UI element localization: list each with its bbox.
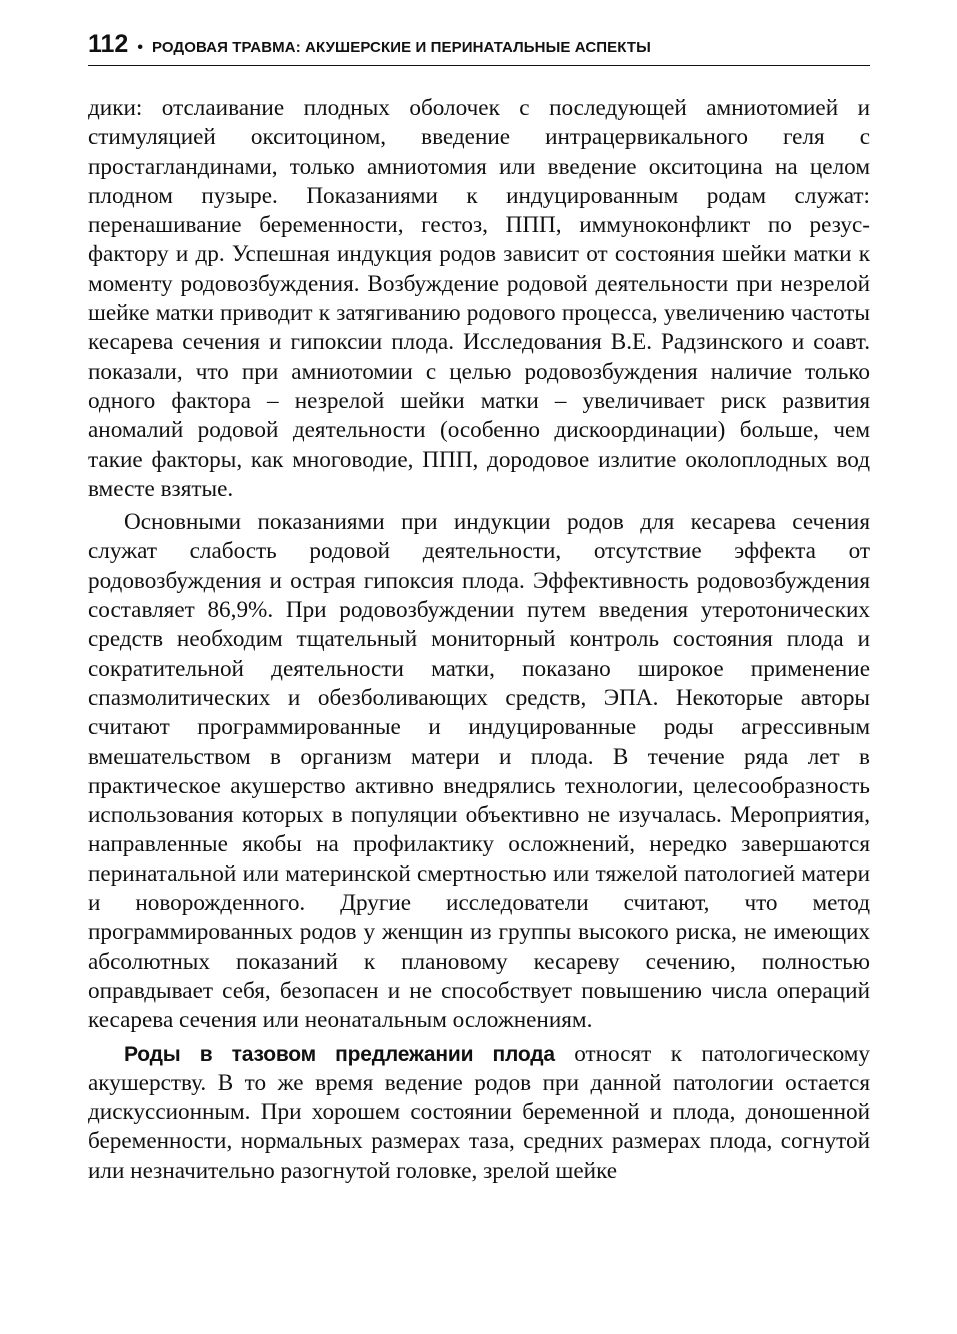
body-text	[88, 94, 870, 1186]
paragraph-3-bold-lead: Роды в тазовом предлежании плода	[124, 1042, 555, 1066]
book-page	[88, 30, 870, 1186]
paragraph-3-text: относят к патологическому акушерству. В то же время ведение родов при данной патологии остается дискуссионным. При хорошем состоянии беременной и плода, доношенной беременности, нормальных размерах таза, средних размерах плода, согнутой или незначительно разогнутой головке, зрелой шейке	[88, 1040, 870, 1184]
running-header	[88, 30, 870, 66]
header-bullet: •	[137, 39, 143, 56]
paragraph-1: дики: отслаивание плодных оболочек с последующей амниотомией и стимуляцией окситоцином, введение интрацервикального геля с простагландинами, только амниотомия или введение окситоцина на целом плодном пузыре. Показаниями к индуцированным родам служат: перенашивание беременности, гестоз, ППП, иммуноконфликт по резус-фактору и др. Успешная индукция родов зависит от состояния шейки матки к моменту родовозбуждения. Возбуждение родовой деятельности при незрелой шейке матки приводит к затягиванию родового процесса, увеличению частоты кесарева сечения и гипоксии плода. Исследования В.Е. Радзинского и соавт. показали, что при амниотомии с целью родовозбуждения наличие только одного фактора – незрелой шейки матки – увеличивает риск развития аномалий родовой деятельности (особенно дискоординации) больше, чем такие факторы, как многоводие, ППП, дородовое излитие околоплодных вод вместе взятые.	[88, 95, 870, 502]
running-title: РОДОВАЯ ТРАВМА: АКУШЕРСКИЕ И ПЕРИНАТАЛЬНЫЕ АСПЕКТЫ	[151, 39, 651, 56]
page-number: 112	[88, 30, 129, 58]
paragraph-3	[88, 1040, 870, 1186]
paragraph-2: Основными показаниями при индукции родов для кесарева сечения служат слабость родовой деятельности, отсутствие эффекта от родовозбуждения и острая гипоксия плода. Эффективность родовозбуждения составляет 86,9%. При родовозбуждении путем введения утеротонических средств необходим тщательный мониторный контроль состояния плода и сократительной деятельности матки, показано широкое применение спазмолитических и обезболивающих средств, ЭПА. Некоторые авторы считают программированные и индуцированные роды агрессивным вмешательством в организм матери и плода. В течение ряда лет в практическое акушерство активно внедрялись технологии, целесообразность использования которых в популяции объективно не изучалась. Мероприятия, направленные якобы на профилактику осложнений, нередко завершаются перинатальной или материнской смертностью или тяжелой патологией матери и новорожденного. Другие исследователи считают, что метод программированных родов у женщин из группы высокого риска, не имеющих абсолютных показаний к плановому кесареву сечению, полностью оправдывает себя, безопасен и не способствует повышению числа операций кесарева сечения или неонатальным осложнениям.	[88, 509, 870, 1034]
